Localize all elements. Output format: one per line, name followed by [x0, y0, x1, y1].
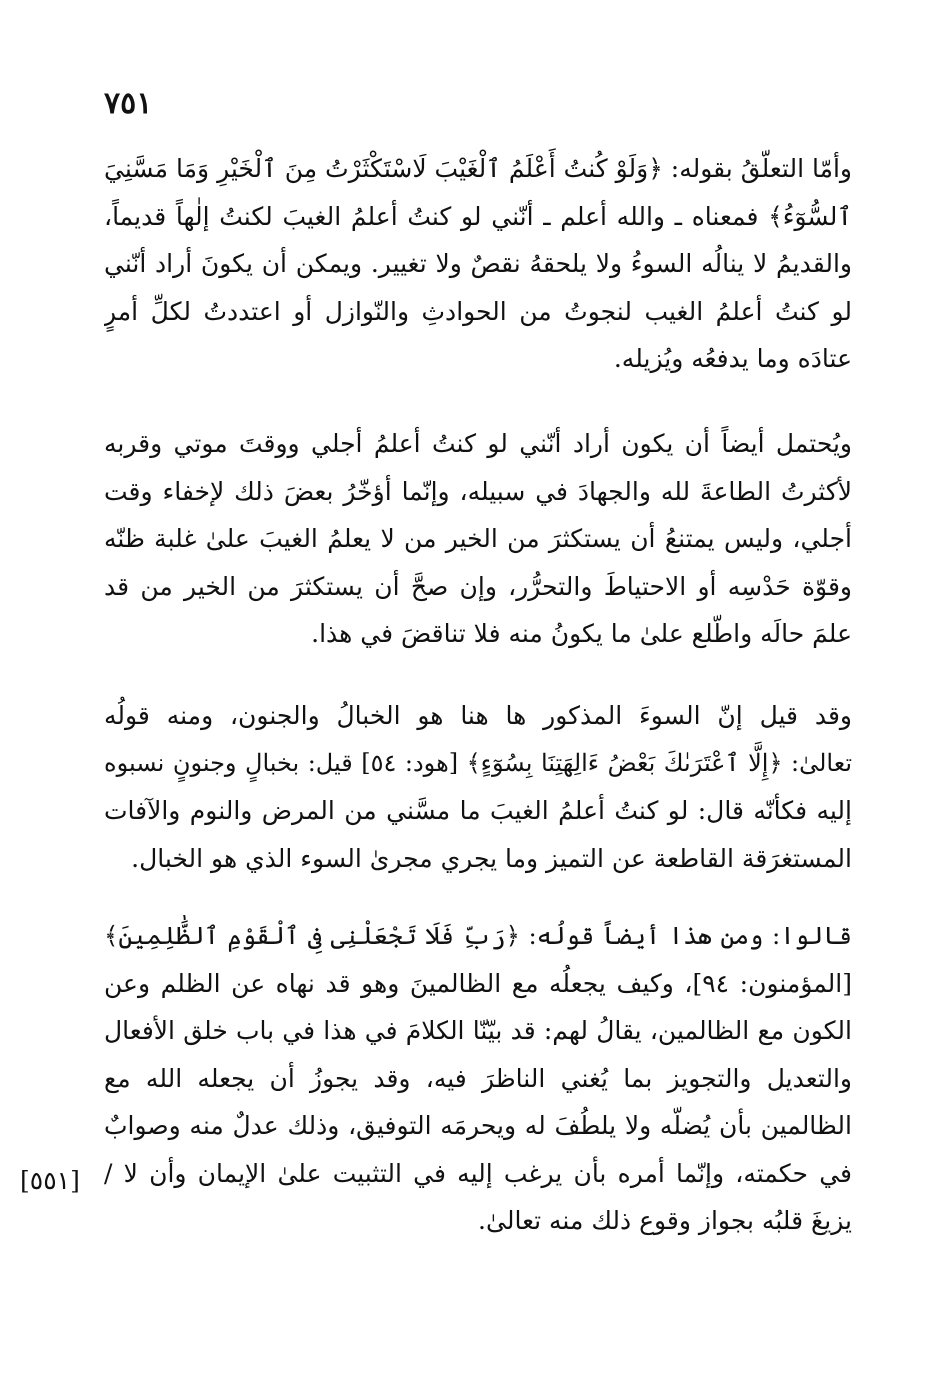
text-line: علمَ حالَه واطّلع علىٰ ما يكونُ منه فلا تناقضَ في هذا.: [311, 619, 852, 648]
text-line: لو كنتُ أعلمُ الغيب لنجوتُ من الحوادثِ والنّوازل أو اعتددتُ لكلِّ أمرٍ: [104, 296, 852, 326]
text-line: والقديمُ لا ينالُه السوءُ ولا يلحقهُ نقصٌ ولا تغيير. ويمكن أن يكونَ أراد أنّني: [104, 249, 852, 278]
text-line: ٱلسُّوٓءُ﴾ فمعناه ـ والله أعلم ـ أنّني لو كنتُ أعلمُ الغيبَ لكنتُ إلٰهاً قديماً،: [104, 201, 852, 231]
paragraph-2: [104, 420, 852, 658]
text-line: وقد قيل إنّ السوءَ المذكور ها هنا هو الخبالُ والجنون، ومنه قولُه: [104, 701, 852, 730]
text-line: المستغرَقة القاطعة عن التميز وما يجري مجرىٰ السوء الذي هو الخبال.: [131, 843, 852, 873]
paragraph-4: [104, 912, 852, 1245]
text-line: وقوّة حَدْسِه أو الاحتياطَ والتحرُّر، وإن صحَّ أن يستكثرَ من الخير من قد: [104, 571, 852, 601]
paragraph-1: [104, 145, 852, 383]
text-line: الكون مع الظالمين، يقالُ لهم: قد بيّنّا الكلامَ في هذا في باب خلق الأفعال: [104, 1016, 852, 1045]
text-line: لأكثرتُ الطاعةَ لله والجهادَ في سبيله، وإنّما أؤخّرُ بعضَ ذلك لإخفاء وقت: [104, 476, 852, 506]
text-line: والتعديل والتجويز بما يُغني الناظرَ فيه، وقد يجوزُ أن يجعله الله مع: [104, 1063, 852, 1093]
text-line: ويُحتمل أيضاً أن يكون أراد أنّني لو كنتُ أعلمُ أجلي ووقتَ موتي وقربه: [104, 429, 852, 458]
text-line: أجلي، وليس يمتنعُ أن يستكثرَ من الخير من لا يعلمُ الغيبَ علىٰ غلبة ظنّه: [104, 524, 852, 553]
text-line: في حكمته، وإنّما أمره بأن يرغب إليه في التثبيت علىٰ الإيمان وأن لا /: [104, 1158, 852, 1188]
text-line: [المؤمنون: ٩٤]، وكيف يجعلُه مع الظالمينَ وهو قد نهاه عن الظلم وعن: [104, 968, 852, 998]
margin-page-reference: [٥٥١]: [20, 1166, 80, 1195]
text-line: يزيغَ قلبُه بجواز وقوع ذلك منه تعالىٰ.: [478, 1206, 852, 1235]
text-line: الظالمين بأن يُضلّه ولا يلطُفَ له ويحرمَه التوفيق، وذلك عدلٌ منه وصوابٌ: [104, 1111, 852, 1140]
text-line: تعالىٰ: ﴿إِلَّا ٱعْتَرَىٰكَ بَعْضُ ءَالِهَتِنَا بِسُوٓءٍ﴾ [هود: ٥٤] قيل: بخبالٍ وجنونٍ نسبوه: [104, 748, 852, 777]
text-line: قالوا: ومن هذا أيضاً قولُه: ﴿رَبِّ فَلَا تَجْعَلْنِى فِى ٱلْقَوْمِ ٱلظَّٰلِمِينَ﴾: [104, 921, 852, 950]
text-line: إليه فكأنّه قال: لو كنتُ أعلمُ الغيبَ ما مسَّني من المرض والنوم والآفات: [104, 796, 852, 825]
paragraph-3: [104, 692, 852, 882]
page-number: ٧٥١: [104, 86, 153, 121]
text-line: وأمّا التعلّقُ بقوله: ﴿وَلَوْ كُنتُ أَعْلَمُ ٱلْغَيْبَ لَاسْتَكْثَرْتُ مِنَ ٱلْخَيْرِ وَمَا مَسَّنِيَ: [104, 154, 852, 183]
text-line: عتادَه وما يدفعُه ويُزيله.: [613, 344, 852, 373]
